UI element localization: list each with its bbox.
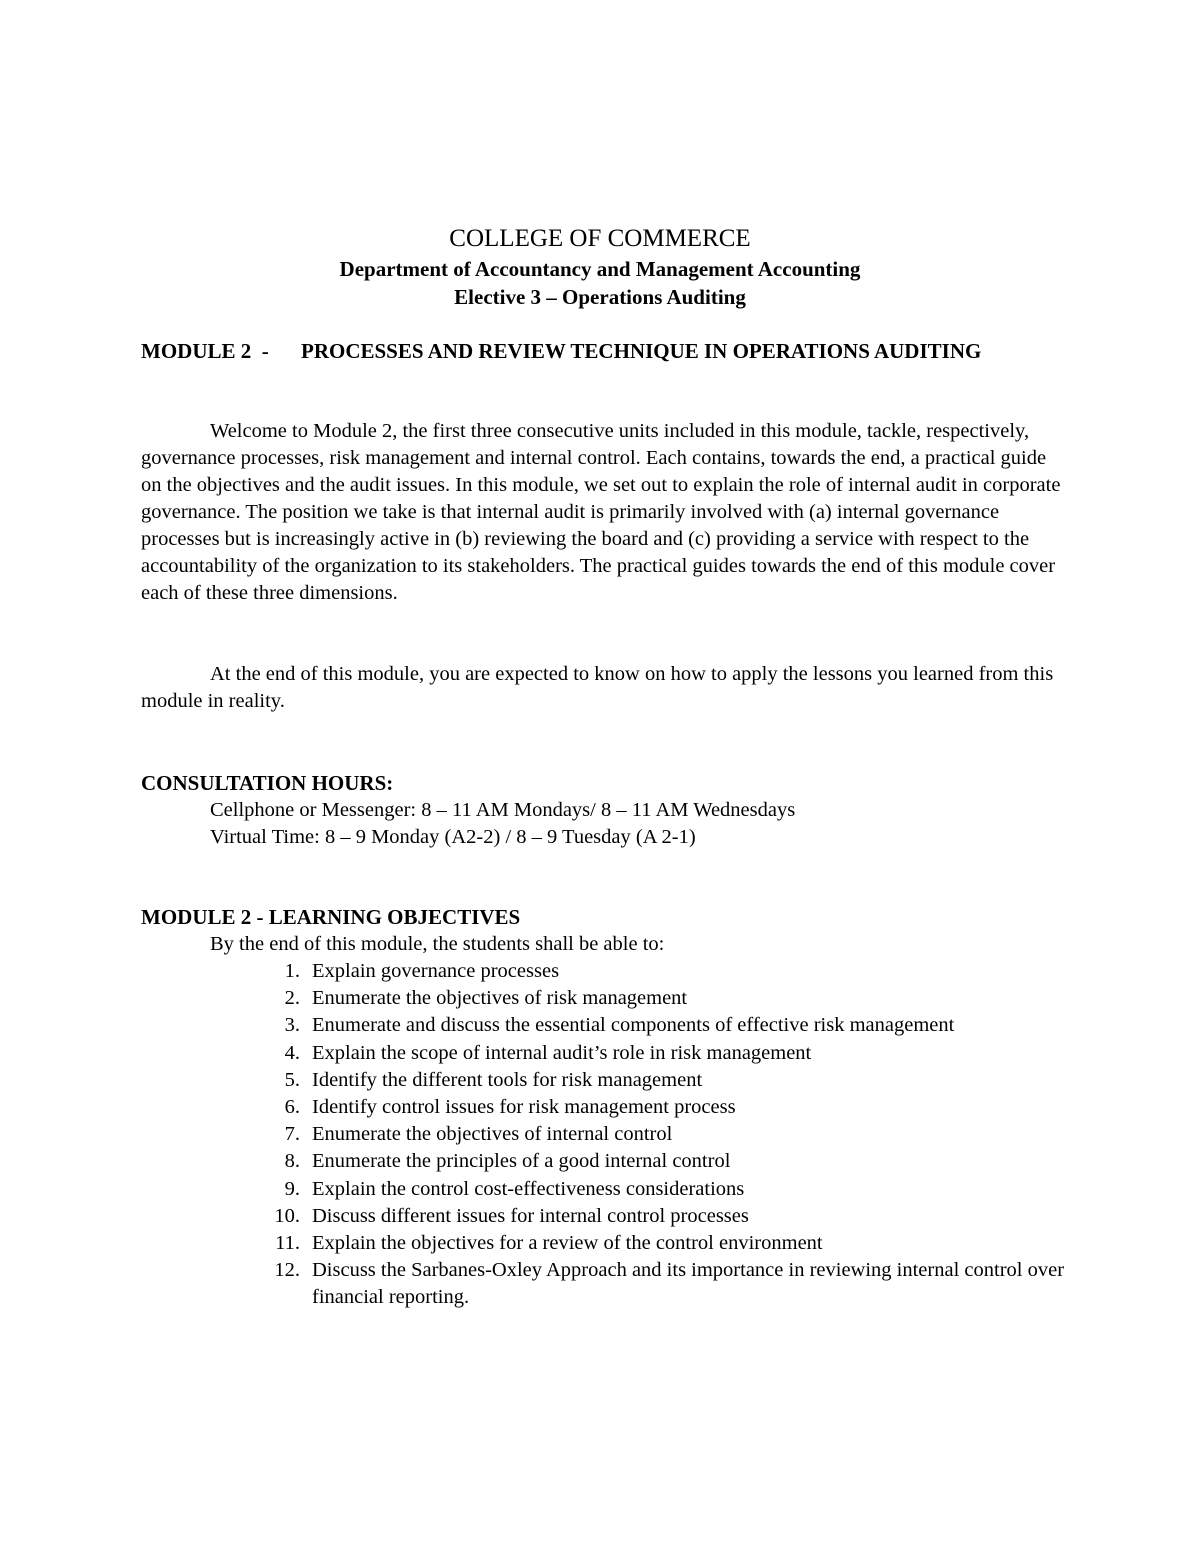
objective-item — [250, 1121, 1070, 1148]
objective-item — [250, 1203, 1070, 1230]
objective-number: 3. — [284, 1014, 300, 1037]
objective-text: Explain governance processes — [312, 960, 560, 982]
consultation-line-messenger: Cellphone or Messenger: 8 – 11 AM Mondays/ 8 – 11 AM Wednesdays — [210, 799, 796, 821]
college-title: COLLEGE OF COMMERCE — [449, 225, 751, 252]
module-title-text: PROCESSES AND REVIEW TECHNIQUE IN OPERATIONS AUDITING — [301, 339, 982, 363]
objective-number: 7. — [284, 1123, 300, 1146]
objective-number: 4. — [284, 1041, 300, 1064]
objective-text: Explain the scope of internal audit’s role in risk management — [312, 1041, 812, 1064]
objective-item — [250, 1230, 1070, 1257]
objective-number: 9. — [284, 1177, 300, 1200]
objective-number: 2. — [284, 987, 300, 1010]
objective-text: Enumerate the objectives of risk management — [312, 987, 688, 1010]
intro-paragraph-1: Welcome to Module 2, the first three consecutive units included in this module, tackle, respectively, governance processes, risk management and internal control. Each contains, towards the end, a practical guide on the objectives and the audit issues. In this module, we set out to explain the role of internal audit in corporate governance. The position we take is that internal audit is primarily involved with (a) internal governance processes but is increasingly active in (b) reviewing the board and (c) providing a service with respect to the accountability of the organization to its stakeholders. The practical guides towards the end of this module cover each of these three dimensions. — [141, 420, 1061, 604]
objective-text: Enumerate and discuss the essential components of effective risk management — [312, 1014, 955, 1037]
objective-text: Discuss different issues for internal control processes — [312, 1204, 749, 1227]
objective-number: 8. — [284, 1150, 300, 1173]
objective-text: Enumerate the objectives of internal control — [312, 1123, 673, 1146]
objective-text: Discuss the Sarbanes-Oxley Approach and its importance in reviewing internal control over financial reporting. — [312, 1259, 1065, 1309]
module-label: MODULE 2 - — [141, 339, 269, 363]
elective-title: Elective 3 – Operations Auditing — [454, 285, 746, 309]
objective-text: Identify the different tools for risk management — [312, 1068, 703, 1091]
objective-number: 5. — [284, 1068, 300, 1091]
objective-item — [250, 1257, 1070, 1311]
objective-number: 11. — [275, 1232, 300, 1255]
objective-item — [250, 1012, 1070, 1039]
objective-text: Identify control issues for risk management process — [312, 1096, 736, 1119]
consultation-line-virtual: Virtual Time: 8 – 9 Monday (A2-2) / 8 – 9 Tuesday (A 2-1) — [210, 826, 696, 848]
objective-number: 12. — [274, 1259, 300, 1282]
objective-item — [250, 958, 1070, 985]
objective-text: Explain the objectives for a review of the control environment — [312, 1232, 823, 1255]
objectives-heading: MODULE 2 - LEARNING OBJECTIVES — [141, 905, 521, 929]
objective-text: Enumerate the principles of a good internal control — [312, 1150, 731, 1173]
objective-item — [250, 1094, 1070, 1121]
intro-paragraph-2: At the end of this module, you are expected to know on how to apply the lessons you learned from this module in reality. — [141, 663, 1054, 712]
objective-item — [250, 1040, 1070, 1067]
objectives-list — [250, 958, 1070, 1312]
objective-number: 1. — [284, 960, 300, 982]
objective-number: 6. — [284, 1096, 300, 1119]
objective-number: 10. — [274, 1204, 300, 1227]
objective-item — [250, 1176, 1070, 1203]
objective-text: Explain the control cost-effectiveness considerations — [312, 1177, 745, 1200]
objective-item — [250, 1148, 1070, 1175]
objective-item — [250, 985, 1070, 1012]
objectives-intro: By the end of this module, the students shall be able to: — [210, 933, 665, 955]
objective-item — [250, 1067, 1070, 1094]
consultation-heading: CONSULTATION HOURS: — [141, 771, 394, 795]
department-title: Department of Accountancy and Management Accounting — [339, 257, 861, 281]
